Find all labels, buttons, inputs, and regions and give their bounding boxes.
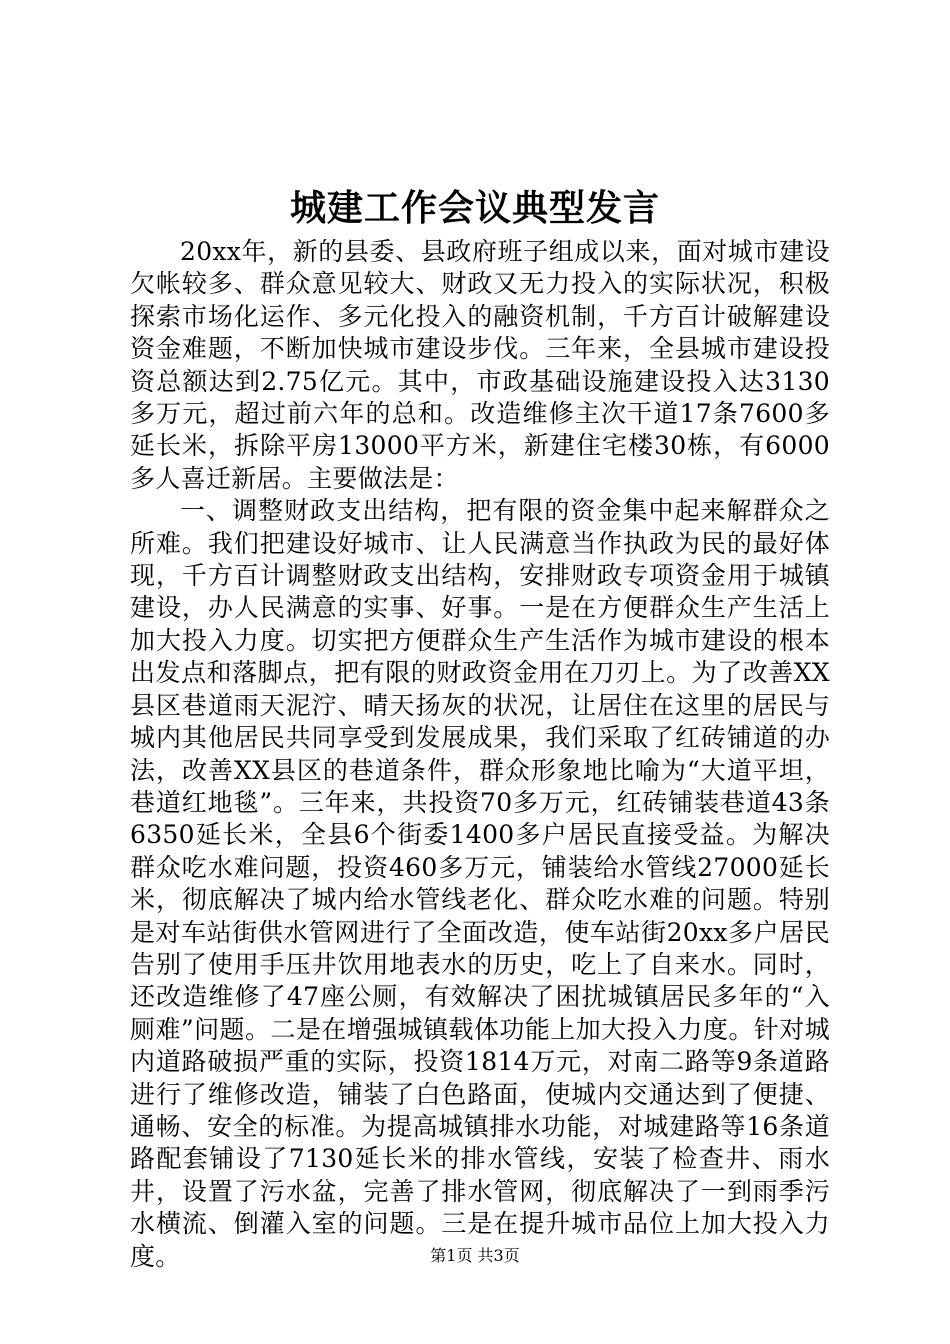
paragraph-section-one: 一、调整财政支出结构，把有限的资金集中起来解群众之所难。我们把建设好城市、让人民满意当作执政为民的最好体现，千方百计调整财政支出结构，安排财政专项资金用于城镇建设，办人民满意的实事、好事。一是在方便群众生产生活上加大投入力度。切实把方便群众生产生活作为城市建设的根本出发点和落脚点，把有限的财政资金用在刀刃上。为了改善XX县区巷道雨天泥泞、晴天扬灰的状况，让居住在这里的居民与城内其他居民共同享受到发展成果，我们采取了红砖铺道的办法，改善XX县区的巷道条件，群众形象地比喻为“大道平坦，巷道红地毯”。三年来，共投资70多万元，红砖铺装巷道43条6350延长米，全县6个街委1400多户居民直接受益。为解决群众吃水难问题，投资460多万元，铺装给水管线27000延长米，彻底解决了城内给水管线老化、群众吃水难的问题。特别是对车站街供水管网进行了全面改造，使车站街20xx多户居民告别了使用手压井饮用地表水的历史，吃上了自来水。同时，还改造维修了47座公厕，有效解决了困扰城镇居民多年的“入厕难”问题。二是在增强城镇载体功能上加大投入力度。针对城内道路破损严重的实际，投资1814万元，对南二路等9条道路进行了维修改造，铺装了白色路面，使城内交通达到了便捷、通畅、安全的标准。为提高城镇排水功能，对城建路等16条道路配套铺设了7130延长米的排水管线，安装了检查井、雨水井，设置了污水盆，完善了排水管网，彻底解决了一到雨季污水横流、倒灌入室的问题。三是在提升城市品位上加大投入力度。 (130, 496, 830, 1271)
document-title: 城建工作会议典型发言 (289, 187, 660, 229)
paragraph-intro: 20xx年，新的县委、县政府班子组成以来，面对城市建设欠帐较多、群众意见较大、财政又无力投入的实际状况，积极探索市场化运作、多元化投入的融资机制，千方百计破解建设资金难题，不断加快城市建设步伐。三年来，全县城市建设投资总额达到2.75亿元。其中，市政基础设施建设投入达3130多万元，超过前六年的总和。改造维修主次干道17条7600多延长米，拆除平房13000平方米，新建住宅楼30栋，有6000多人喜迁新居。主要做法是： (130, 237, 830, 493)
page-footer: 第1页 共3页 (430, 1246, 520, 1265)
document-body (130, 236, 830, 1273)
